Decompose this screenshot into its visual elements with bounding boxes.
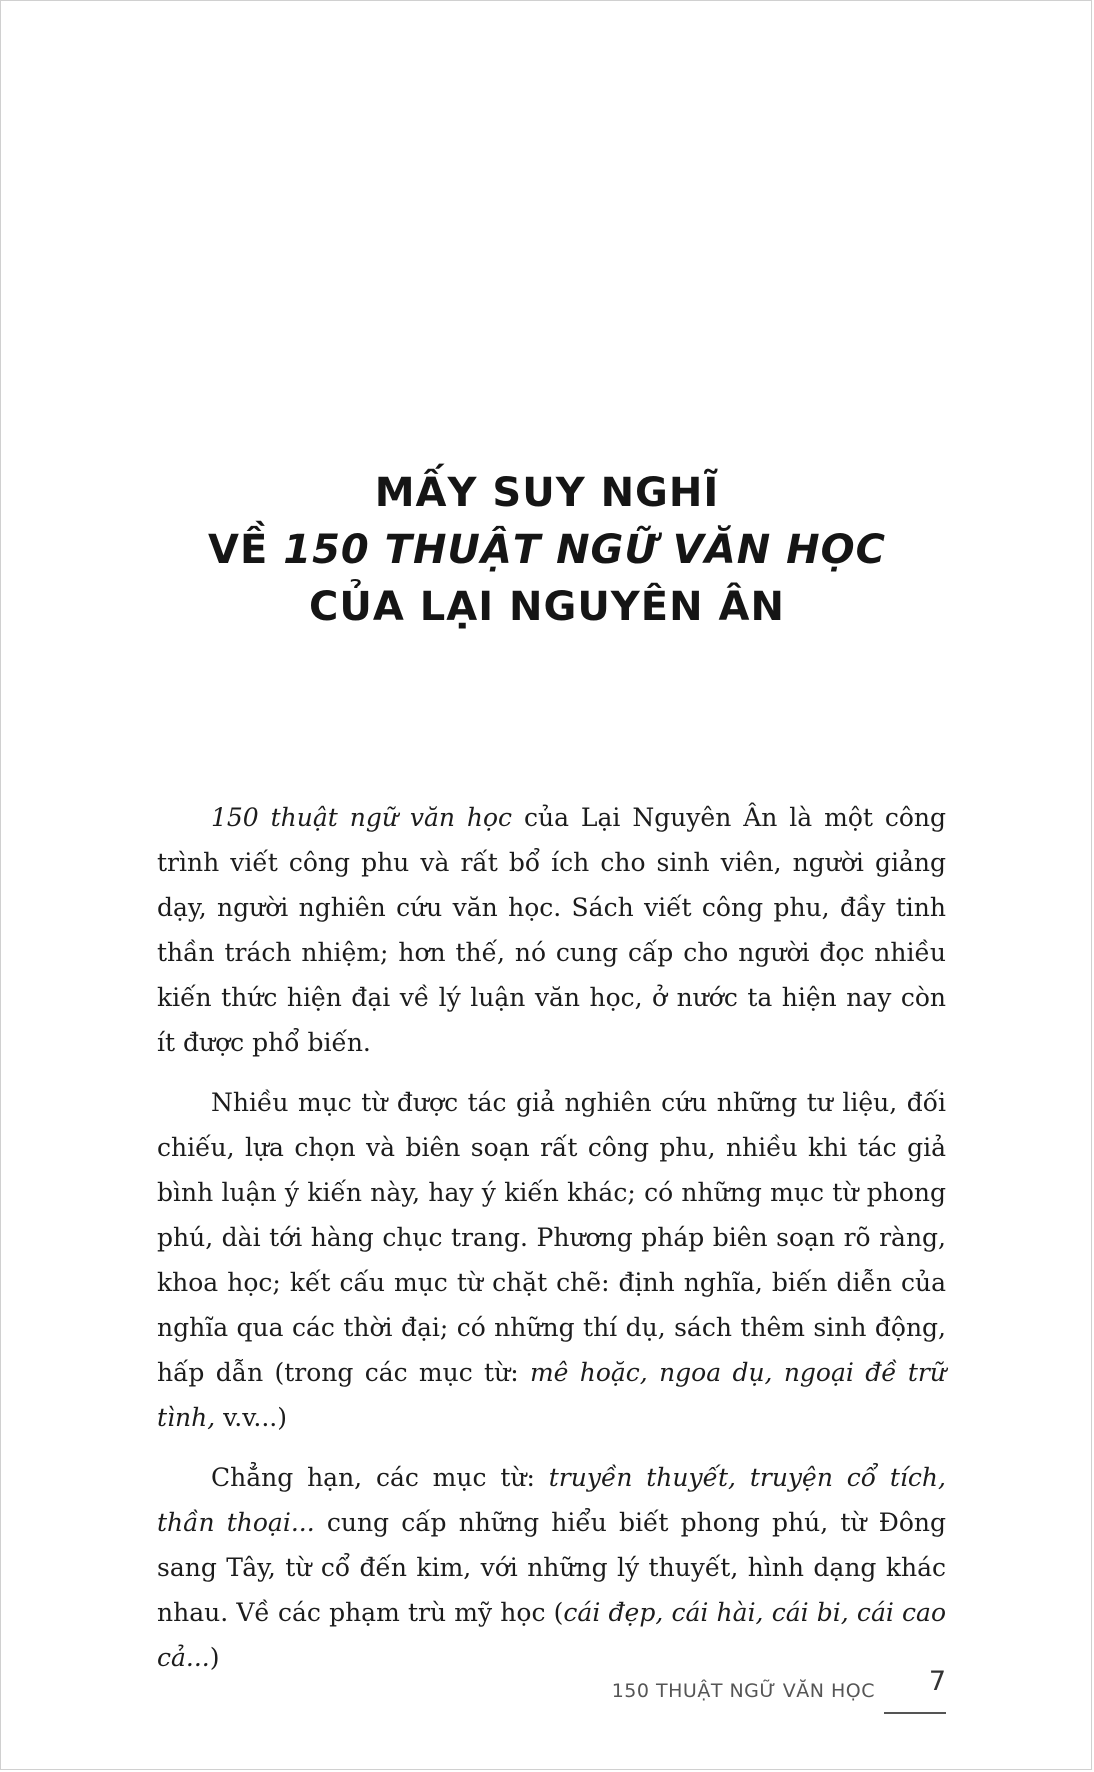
- paragraph-3-segment-4: cái đẹp, cái hài, cái bi, cái cao cả...: [157, 1598, 946, 1672]
- page-number-underline: [884, 1712, 946, 1714]
- paragraph-2-segment-2: mê hoặc, ngoa dụ, ngoại đề trữ tình,: [157, 1358, 946, 1432]
- paragraph-1-segment-1: 150 thuật ngữ văn học: [211, 803, 513, 832]
- title-line-1: MẤY SUY NGHĨ: [374, 470, 720, 516]
- paragraph-3: [157, 1455, 946, 1680]
- page-footer: [0, 1666, 946, 1718]
- paragraph-3-segment-5: ): [209, 1643, 220, 1672]
- title-line-2-book-title: 150 THUẬT NGỮ VĂN HỌC: [283, 527, 886, 573]
- paragraph-1: [157, 795, 946, 1065]
- paragraph-3-segment-1: Chẳng hạn, các mục từ:: [211, 1463, 549, 1492]
- page-number: 7: [928, 1666, 946, 1697]
- paragraph-3-segment-2: truyền thuyết, truyện cổ tích, thần thoại...: [157, 1463, 946, 1537]
- body-text: [157, 795, 946, 1680]
- paragraph-2-segment-3: v.v...): [215, 1403, 288, 1432]
- running-title: 150 THUẬT NGỮ VĂN HỌC: [611, 1680, 875, 1702]
- paragraph-3-segment-3: cung cấp những hiểu biết phong phú, từ Đông sang Tây, từ cổ đến kim, với những lý thuyết, hình dạng khác nhau. Về các phạm trù mỹ học (: [157, 1508, 946, 1627]
- title-line-2-prefix: VỀ: [208, 527, 284, 573]
- title-line-2: [0, 522, 1094, 579]
- paragraph-2: [157, 1080, 946, 1440]
- title-line-3: CỦA LẠI NGUYÊN ÂN: [309, 584, 785, 630]
- chapter-title: [0, 465, 1094, 636]
- paragraph-1-segment-2: của Lại Nguyên Ân là một công trình viết công phu và rất bổ ích cho sinh viên, người giảng dạy, người nghiên cứu văn học. Sách viết công phu, đầy tinh thần trách nhiệm; hơn thế, nó cung cấp cho người đọc nhiều kiến thức hiện đại về lý luận văn học, ở nước ta hiện nay còn ít được phổ biến.: [157, 803, 946, 1057]
- paragraph-2-segment-1: Nhiều mục từ được tác giả nghiên cứu những tư liệu, đối chiếu, lựa chọn và biên soạn rất công phu, nhiều khi tác giả bình luận ý kiến này, hay ý kiến khác; có những mục từ phong phú, dài tới hàng chục trang. Phương pháp biên soạn rõ ràng, khoa học; kết cấu mục từ chặt chẽ: định nghĩa, biến diễn của nghĩa qua các thời đại; có những thí dụ, sách thêm sinh động, hấp dẫn (trong các mục từ:: [157, 1088, 946, 1387]
